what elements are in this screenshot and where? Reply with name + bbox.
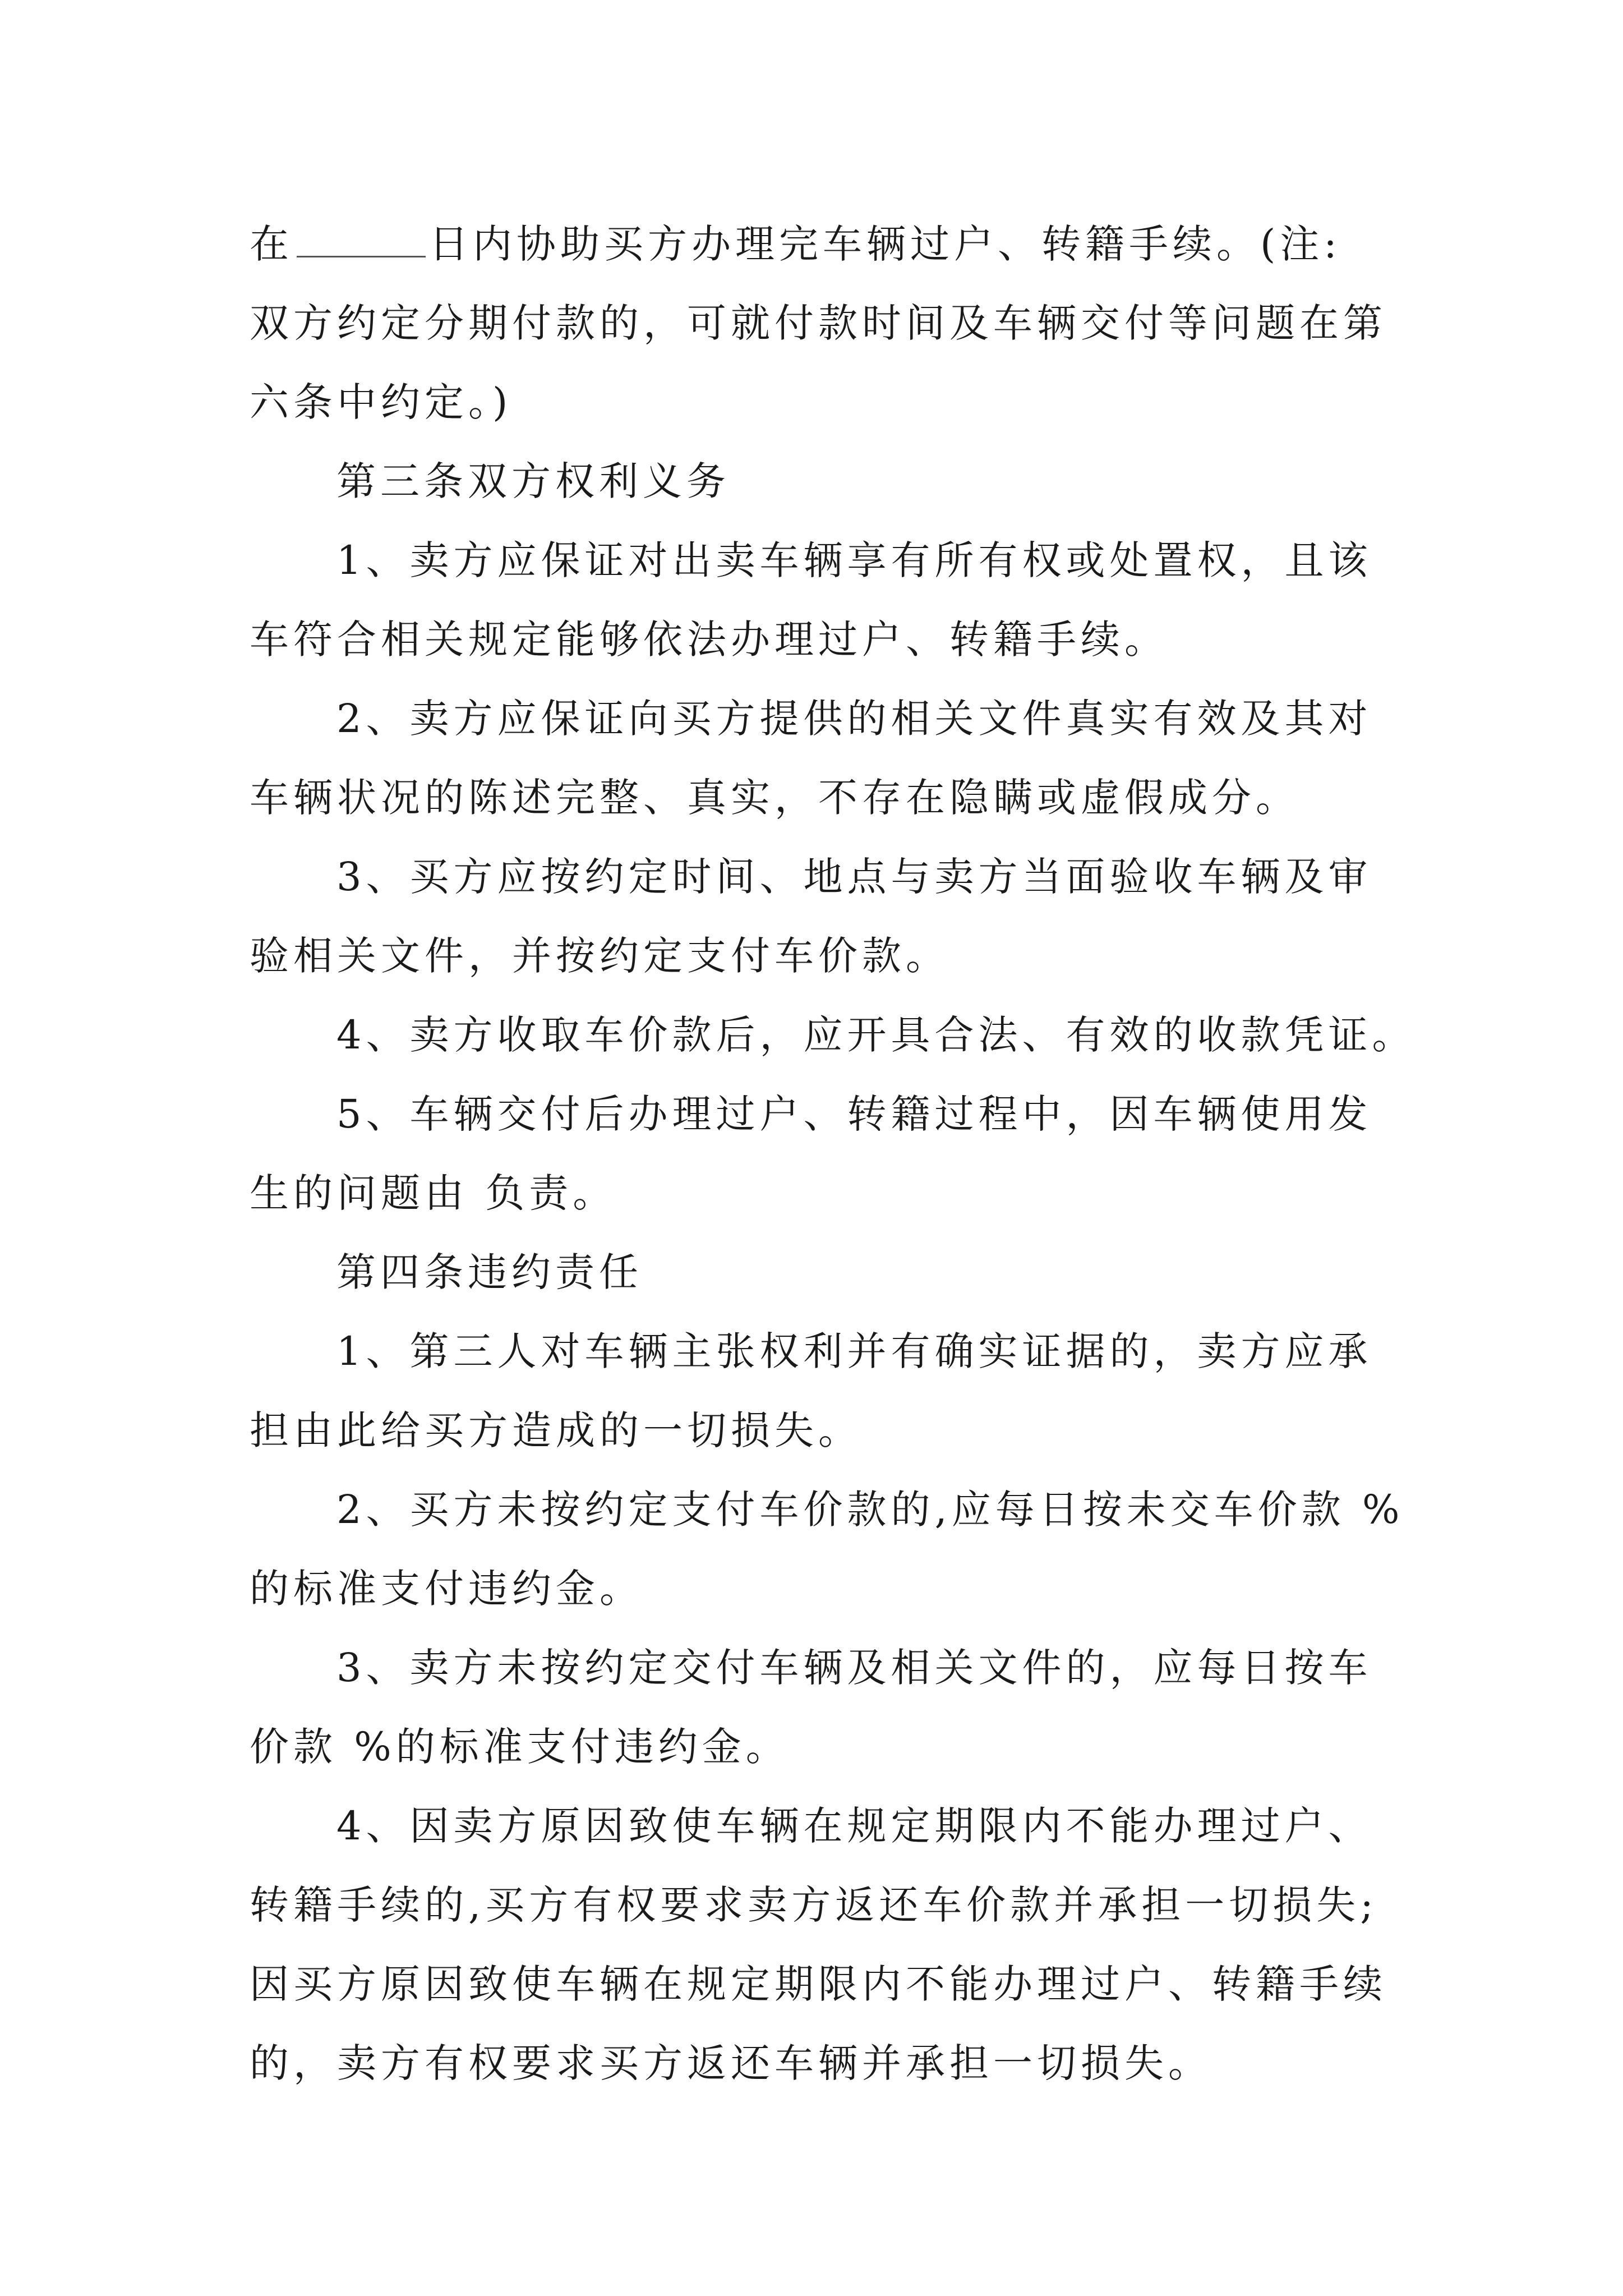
clause-4-2: 2、买方未按约定支付车价款的,应每日按未交车价款 % bbox=[336, 1487, 1404, 1533]
text-line: 车符合相关规定能够依法办理过户、转籍手续。 bbox=[250, 616, 1168, 662]
section-heading-3: 第三条双方权利义务 bbox=[336, 458, 730, 504]
text-line: 的标准支付违约金。 bbox=[250, 1566, 643, 1612]
text-line: 生的问题由 负责。 bbox=[250, 1170, 617, 1216]
line-text-after-blank: 日内协助买方办理完车辆过户、转籍手续。(注: bbox=[429, 221, 1341, 267]
text-line: 价款 %的标准支付违约金。 bbox=[250, 1724, 790, 1770]
text-line-with-blank bbox=[250, 205, 1388, 284]
line-text-before-blank: 在 bbox=[250, 221, 293, 267]
clause-3-5: 5、车辆交付后办理过户、转籍过程中，因车辆使用发 bbox=[336, 1091, 1372, 1137]
clause-3-1: 1、卖方应保证对出卖车辆享有所有权或处置权，且该 bbox=[336, 537, 1372, 583]
clause-3-4: 4、卖方收取车价款后，应开具合法、有效的收款凭证。 bbox=[336, 1012, 1416, 1058]
clause-4-4: 4、因卖方原因致使车辆在规定期限内不能办理过户、 bbox=[336, 1803, 1372, 1849]
clause-3-2: 2、卖方应保证向买方提供的相关文件真实有效及其对 bbox=[336, 696, 1372, 742]
clause-3-3: 3、买方应按约定时间、地点与卖方当面验收车辆及审 bbox=[336, 854, 1372, 900]
text-line: 验相关文件，并按约定支付车价款。 bbox=[250, 933, 949, 979]
text-line: 的，卖方有权要求买方返还车辆并承担一切损失。 bbox=[250, 2040, 1212, 2086]
section-heading-4: 第四条违约责任 bbox=[336, 1249, 643, 1295]
text-line: 六条中约定。) bbox=[250, 379, 513, 425]
text-line: 双方约定分期付款的，可就付款时间及车辆交付等问题在第 bbox=[250, 300, 1387, 346]
text-line: 因买方原因致使车辆在规定期限内不能办理过户、转籍手续 bbox=[250, 1961, 1387, 2007]
text-line: 担由此给买方造成的一切损失。 bbox=[250, 1407, 862, 1453]
text-line: 转籍手续的,买方有权要求卖方返还车价款并承担一切损失; bbox=[250, 1882, 1378, 1928]
text-line: 车辆状况的陈述完整、真实，不存在隐瞒或虚假成分。 bbox=[250, 775, 1299, 821]
clause-4-3: 3、卖方未按约定交付车辆及相关文件的，应每日按车 bbox=[336, 1645, 1372, 1691]
document-body bbox=[250, 205, 1416, 2103]
clause-4-1: 1、第三人对车辆主张权利并有确实证据的，卖方应承 bbox=[336, 1328, 1372, 1374]
fill-in-blank bbox=[297, 223, 426, 257]
